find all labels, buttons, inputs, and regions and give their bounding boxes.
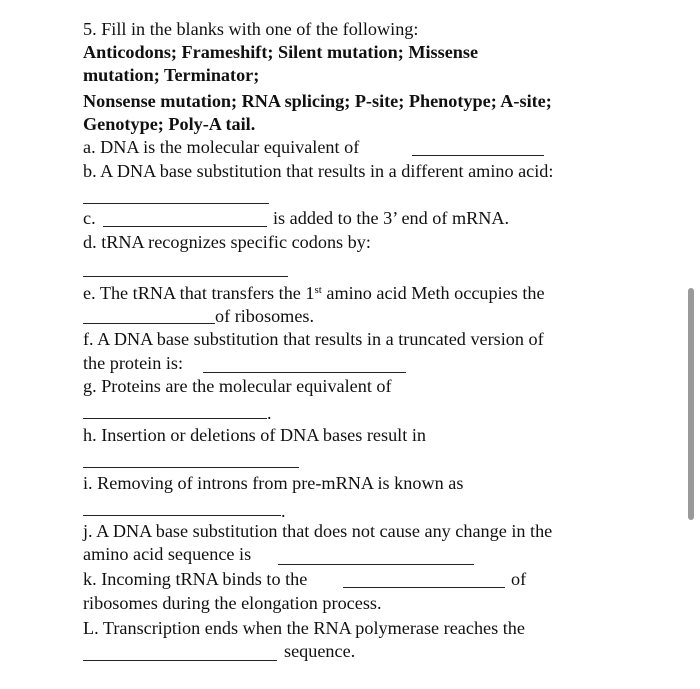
item-f-blank[interactable]: [203, 372, 406, 373]
item-e-text-post: amino acid Meth occupies the: [321, 283, 545, 303]
item-g-blank[interactable]: [83, 418, 267, 419]
terms-list-line-2: mutation; Terminator;: [83, 65, 260, 85]
terms-list-line-3: Nonsense mutation; RNA splicing; P-site; Phenotype; A-site;: [83, 91, 552, 111]
item-f-line-1: f. A DNA base substitution that results in a truncated version of: [83, 329, 544, 349]
item-h-blank[interactable]: [83, 467, 299, 468]
item-e-blank[interactable]: [83, 323, 215, 324]
item-k-line-2: ribosomes during the elongation process.: [83, 593, 382, 613]
item-a-blank[interactable]: [412, 155, 544, 156]
item-f-line-2: the protein is:: [83, 353, 184, 373]
item-k-line-1-end: of: [511, 569, 527, 589]
item-d-text: d. tRNA recognizes specific codons by:: [83, 232, 371, 252]
question-title: 5. Fill in the blanks with one of the following:: [83, 19, 419, 39]
item-e-superscript: st: [314, 284, 322, 296]
terms-list-line-4: Genotype; Poly-A tail.: [83, 114, 256, 134]
item-g-text: g. Proteins are the molecular equivalent of: [83, 376, 392, 396]
item-i-end: .: [281, 501, 286, 521]
item-g-end: .: [267, 403, 272, 423]
item-a-text: a. DNA is the molecular equivalent of: [83, 137, 360, 157]
item-k-line-1: k. Incoming tRNA binds to the: [83, 569, 308, 589]
scrollbar-thumb[interactable]: [688, 288, 694, 520]
item-i-text: i. Removing of introns from pre-mRNA is known as: [83, 473, 464, 493]
item-c-blank[interactable]: [103, 226, 267, 227]
item-l-line-1: L. Transcription ends when the RNA polymerase reaches the: [83, 618, 525, 638]
item-d-blank[interactable]: [83, 276, 288, 277]
item-b-blank[interactable]: [83, 203, 269, 204]
item-j-line-1: j. A DNA base substitution that does not cause any change in the: [83, 521, 553, 541]
item-l-line-2: sequence.: [284, 641, 356, 661]
item-e-line-1: [83, 282, 545, 304]
item-c-prefix: c.: [83, 208, 96, 228]
item-l-blank[interactable]: [83, 660, 277, 661]
item-h-text: h. Insertion or deletions of DNA bases result in: [83, 425, 426, 445]
item-b-text: b. A DNA base substitution that results in a different amino acid:: [83, 161, 554, 181]
terms-list-line-1: Anticodons; Frameshift; Silent mutation; Missense: [83, 42, 479, 62]
item-j-blank[interactable]: [278, 564, 474, 565]
item-k-blank[interactable]: [343, 587, 505, 588]
item-c-text: is added to the 3’ end of mRNA.: [273, 208, 510, 228]
item-i-blank[interactable]: [83, 515, 281, 516]
item-e-text-pre: e. The tRNA that transfers the 1: [83, 283, 315, 303]
item-j-line-2: amino acid sequence is: [83, 544, 252, 564]
item-e-line-2: of ribosomes.: [215, 306, 315, 326]
